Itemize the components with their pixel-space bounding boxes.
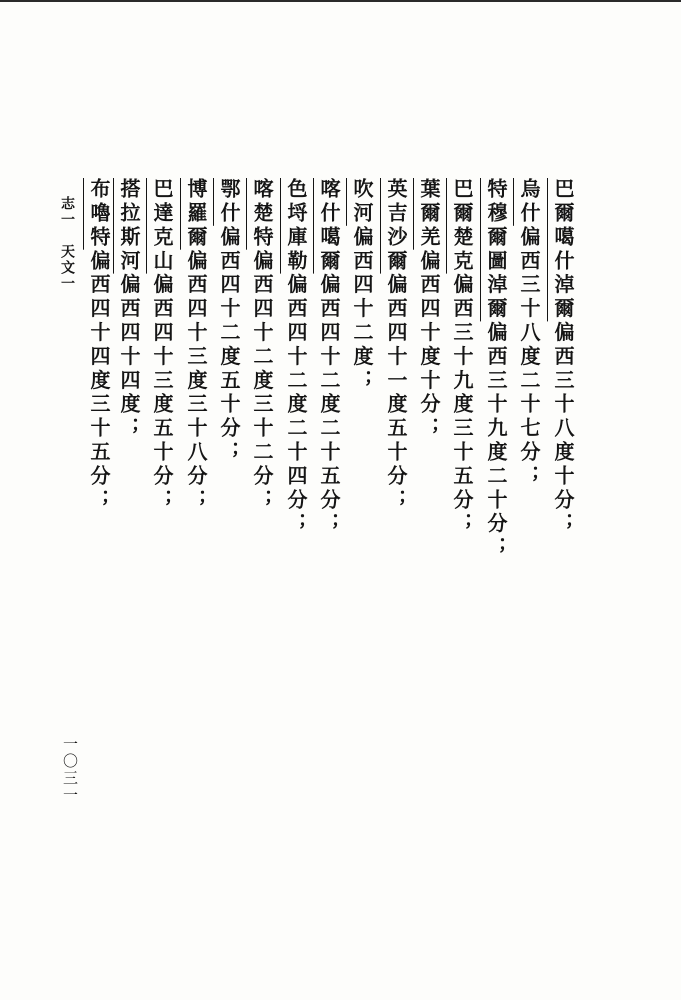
- offset-value: 偏西四十二度二十五分；: [317, 273, 341, 537]
- page-number: 一〇三一: [61, 736, 79, 804]
- offset-value: 偏西四十度十分；: [417, 249, 441, 441]
- offset-value: 偏西四十二度五十分；: [217, 225, 241, 465]
- place-name: 喀楚特: [250, 178, 274, 250]
- place-name: 布嚕特: [87, 178, 111, 250]
- text-column: [452, 178, 472, 537]
- offset-value: 偏西四十二度三十二分；: [250, 249, 274, 513]
- offset-value: 偏西四十一度五十分；: [384, 273, 408, 513]
- offset-value: 偏西四十二度二十四分；: [284, 273, 308, 537]
- place-name: 英吉沙爾: [384, 178, 408, 274]
- place-name: 喀什噶爾: [317, 178, 341, 274]
- text-column: [252, 178, 272, 513]
- place-name: 巴爾噶什淖爾: [551, 178, 575, 322]
- place-name: 吹河: [350, 178, 374, 226]
- place-name: 葉爾羌: [417, 178, 441, 250]
- offset-value: 偏西三十九度二十分；: [484, 321, 508, 561]
- running-head: 志一 天文一: [59, 196, 75, 292]
- place-name: 特穆爾圖淖爾: [484, 178, 508, 322]
- text-column: [319, 178, 339, 537]
- offset-value: 偏西三十八度二十七分；: [517, 225, 541, 489]
- place-name: 色埒庫勒: [284, 178, 308, 274]
- text-column: [152, 178, 172, 513]
- text-column: [519, 178, 539, 489]
- text-column: [352, 178, 372, 393]
- place-name: 鄂什: [217, 178, 241, 226]
- offset-value: 偏西四十四度三十五分；: [87, 249, 111, 513]
- offset-value: 偏西四十四度；: [117, 273, 141, 441]
- top-rule: [0, 0, 681, 2]
- offset-value: 偏西四十三度三十八分；: [184, 249, 208, 513]
- offset-value: 偏西四十二度；: [350, 225, 374, 394]
- offset-value: 偏西四十三度五十分；: [150, 273, 174, 513]
- text-column: [119, 178, 139, 441]
- text-column: [419, 178, 439, 441]
- text-column: [186, 178, 206, 513]
- text-column: [486, 178, 506, 560]
- text-column: [89, 178, 109, 513]
- place-name: 巴爾楚克: [450, 178, 474, 274]
- place-name: 巴達克山: [150, 178, 174, 274]
- offset-value: 偏西三十九度三十五分；: [450, 273, 474, 537]
- place-name: 烏什: [517, 178, 541, 226]
- place-name: 搭拉斯河: [117, 178, 141, 274]
- text-column: [386, 178, 406, 513]
- text-column: [286, 178, 306, 537]
- text-column: [219, 178, 239, 465]
- place-name: 博羅爾: [184, 178, 208, 250]
- offset-value: 偏西三十八度十分；: [551, 321, 575, 537]
- text-column: [553, 178, 573, 537]
